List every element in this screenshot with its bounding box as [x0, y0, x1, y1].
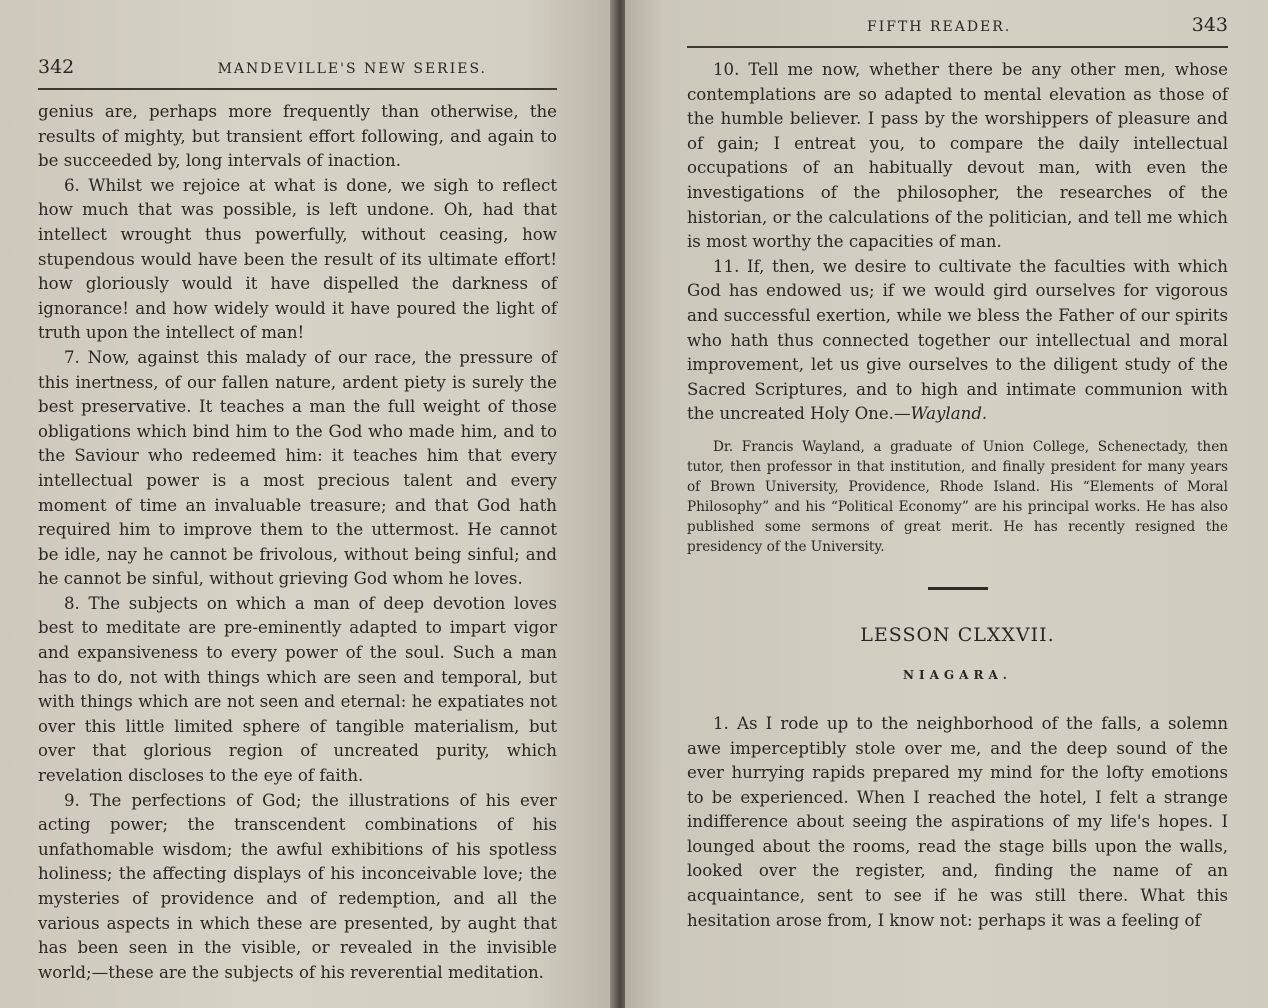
left-paragraph-continued: genius are, perhaps more frequently than otherwise, the results of mighty, but transient effort following, and again to be succeeded by, long intervals of inaction.	[38, 102, 557, 171]
lesson-heading: LESSON CLXXVII.	[860, 623, 1055, 646]
paragraph-9: 9. The perfections of God; the illustrations of his ever acting power; the transcendent combinations of his unfathomable wisdom; the awful exhibitions of his spotless holiness; the affecting displays of his inconceivable love; the mysteries of providence and of redemption, and all the various aspects in which these are presented, by aught that has been seen in the visible, or revealed in the invisible world;—these are the subjects of his reverential meditation.	[38, 790, 557, 982]
biographical-note	[687, 437, 1228, 557]
paragraph-10: 10. Tell me now, whether there be any other men, whose contemplations are so adapted to mental elevation as those of the humble believer. I pass by the worshippers of pleasure and of gain; I entreat you, to compare the daily intellectual occupations of an habitually devout man, with even the investigations of the philosopher, the researches of the historian, or the calculations of the politician, and tell me which is most worthy the capacities of man.	[687, 60, 1228, 252]
right-page-number: 343	[1191, 14, 1228, 36]
lesson-body-text	[687, 712, 1228, 933]
paragraph-11-text: 11. If, then, we desire to cultivate the faculties with which God has endowed us; if we would gird ourselves for vigorous and successful exertion, while we bless the Father of our spirits who hath thus connected together our intellectual and moral improvement, let us give ourselves to the diligent study of the Sacred Scriptures, and to high and intimate communion with the uncreated Holy One.—	[687, 256, 1228, 424]
left-page-number: 342	[38, 56, 75, 78]
paragraph-6: 6. Whilst we rejoice at what is done, we sigh to reflect how much that was possible, is left undone. Oh, had that intellect wrought thus powerfully, without ceasing, how stupendous would have been the result of its ultimate effort! how gloriously would it have dispelled the darkness of ignorance! and how widely would it have poured the light of truth upon the intellect of man!	[38, 175, 557, 343]
right-header-rule	[687, 46, 1228, 48]
lesson-title: NIAGARA.	[903, 667, 1012, 682]
right-running-head	[687, 14, 1228, 36]
note-text: Dr. Francis Wayland, a graduate of Union College, Schenectady, then tutor, then professor in that institution, and finally president for many years of Brown University, Providence, Rhode Island. His “Elements of Moral Philosophy” and his “Political Economy” are his principal works. He has also published some sermons of great merit. He has recently resigned the presidency of the University.	[687, 438, 1228, 555]
paragraph-7: 7. Now, against this malady of our race, the pressure of this inertness, of our fallen nature, ardent piety is surely the best preservative. It teaches a man the full weight of those obligations which bind him to the God who made him, and to the Saviour who redeemed him: it teaches him that every intellectual power is a most precious talent and every moment of time an invaluable treasure; and that God hath required him to improve them to the uttermost. He cannot be idle, nay he cannot be frivolous, without being sinful; and he cannot be sinful, without grieving God whom he loves.	[38, 347, 557, 589]
left-running-head	[38, 56, 557, 78]
right-running-title: FIFTH READER.	[867, 19, 1012, 35]
right-page	[625, 0, 1268, 1008]
left-page	[0, 0, 615, 1008]
left-body-text	[38, 100, 557, 985]
attribution: Wayland.	[910, 404, 988, 424]
section-separator	[928, 587, 988, 590]
lesson-paragraph-1: 1. As I rode up to the neighborhood of the falls, a solemn awe imperceptibly stole over me, and the deep sound of the ever hurrying rapids prepared my mind for the lofty emotions to be experienced. When I reached the hotel, I felt a strange indifference about seeing the aspirations of my life's hopes. I lounged about the rooms, read the stage bills upon the walls, looked over the register, and, finding the name of an acquaintance, sent to see if he was still there. What this hesitation arose from, I know not: perhaps it was a feeling of	[687, 713, 1228, 930]
left-running-title: MANDEVILLE'S NEW SERIES.	[217, 61, 487, 77]
paragraph-8: 8. The subjects on which a man of deep devotion loves best to meditate are pre-eminently adapted to impart vigor and expansiveness to every power of the soul. Such a man has to do, not with things which are seen and temporal, but with things which are not seen and eternal: he expatiates not over this little limited sphere of tangible materialism, but over that glorious region of uncreated purity, which revelation discloses to the eye of faith.	[38, 593, 557, 786]
right-body-text	[687, 58, 1228, 427]
paragraph-11	[687, 255, 1228, 427]
left-header-rule	[38, 88, 557, 90]
